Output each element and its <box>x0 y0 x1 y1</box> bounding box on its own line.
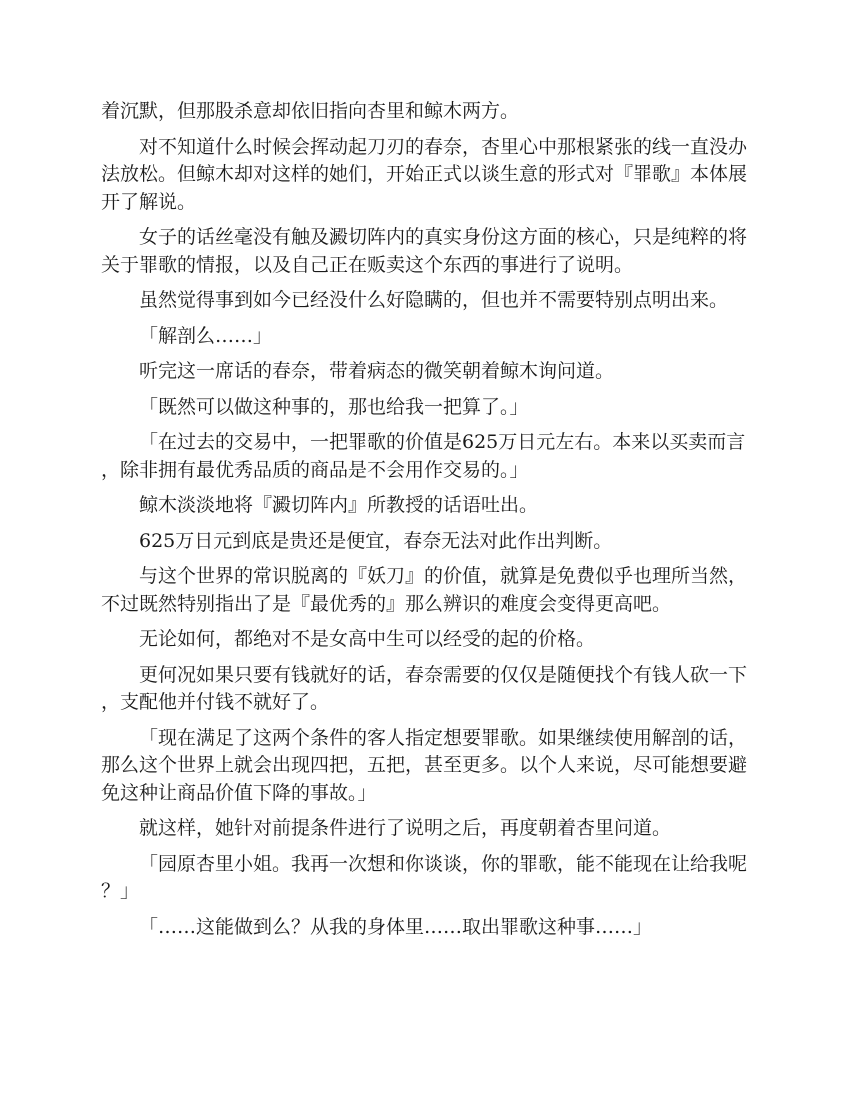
paragraph: 「在过去的交易中，一把罪歌的价值是625万日元左右。本来以买卖而言，除非拥有最优秀品质的商品是不会用作交易的。」 <box>101 431 746 481</box>
paragraph: 着沉默，但那股杀意却依旧指向杏里和鲸木两方。 <box>101 100 520 122</box>
paragraph: 虽然觉得事到如今已经没什么好隐瞒的，但也并不需要特别点明出来。 <box>139 289 729 311</box>
paragraph: 对不知道什么时候会挥动起刀刃的春奈，杏里心中那根紧张的线一直没办法放松。但鲸木却对这样的她们，开始正式以谈生意的形式对『罪歌』本体展开了解说。 <box>101 135 748 213</box>
paragraph: 「……这能做到么？从我的身体里……取出罪歌这种事……」 <box>139 915 653 938</box>
paragraph: 「既然可以做这种事的，那也给我一把算了。」 <box>139 395 529 418</box>
paragraph: 「现在满足了这两个条件的客人指定想要罪歌。如果继续使用解剖的话，那么这个世界上就会出现四把，五把，甚至更多。以个人来说，尽可能想要避免这种让商品价值下降的事故。」 <box>101 726 748 804</box>
paragraph: 女子的话丝毫没有触及澱切阵内的真实身份这方面的核心，只是纯粹的将关于罪歌的情报，以及自己正在贩卖这个东西的事进行了说明。 <box>101 226 748 276</box>
paragraph: 625万日元到底是贵还是便宜，春奈无法对此作出判断。 <box>139 529 613 552</box>
paragraph: 「解剖么……」 <box>139 324 273 347</box>
paragraph: 无论如何，都绝对不是女高中生可以经受的起的价格。 <box>139 628 596 650</box>
paragraph: 与这个世界的常识脱离的『妖刀』的价值，就算是免费似乎也理所当然，不过既然特别指出了是『最优秀的』那么辨识的难度会变得更高吧。 <box>101 565 748 615</box>
paragraph: 鲸木淡淡地将『澱切阵内』所教授的话语吐出。 <box>139 494 539 516</box>
paragraph: 「园原杏里小姐。我再一次想和你谈谈，你的罪歌，能不能现在让给我呢？」 <box>101 852 748 902</box>
paragraph: 更何况如果只要有钱就好的话，春奈需要的仅仅是随便找个有钱人砍一下，支配他并付钱不就好了。 <box>101 663 748 713</box>
paragraph: 就这样，她针对前提条件进行了说明之后，再度朝着杏里问道。 <box>139 817 672 839</box>
document-page <box>101 98 749 949</box>
paragraph: 听完这一席话的春奈，带着病态的微笑朝着鲸木询问道。 <box>139 360 615 382</box>
